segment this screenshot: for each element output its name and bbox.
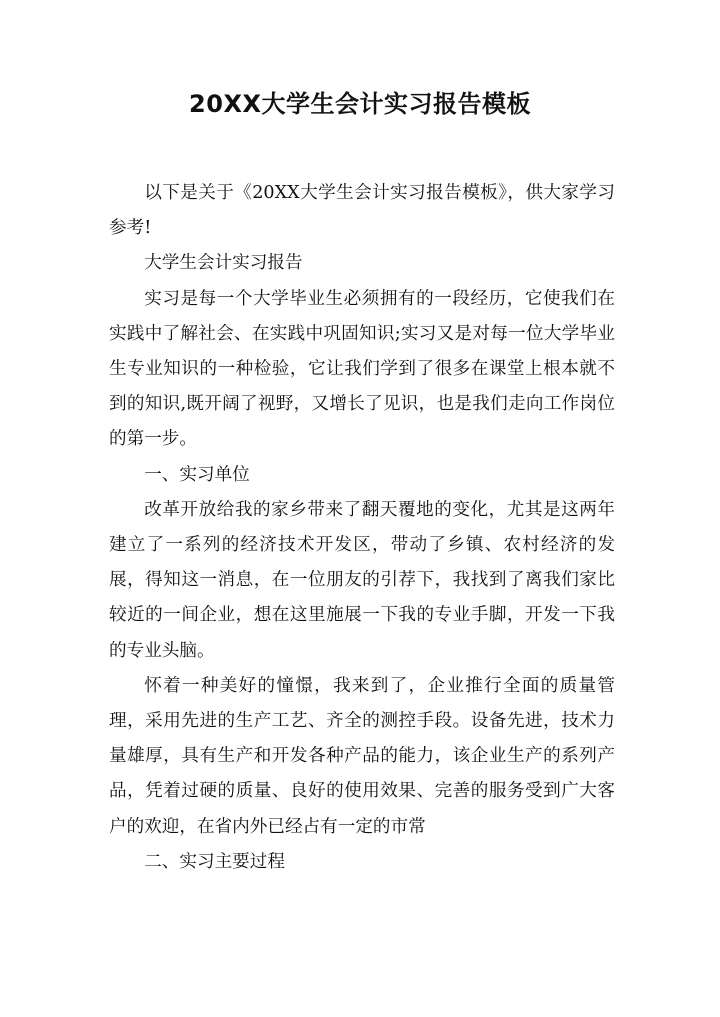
section-heading: 二、实习主要过程: [144, 851, 285, 872]
document-body: [109, 176, 615, 880]
page-title: 20XX大学生会计实习报告模板: [189, 90, 531, 118]
report-subtitle: 大学生会计实习报告: [144, 253, 303, 274]
section-heading: 一、实习单位: [144, 464, 250, 485]
body-paragraph: 怀着一种美好的憧憬，我来到了，企业推行全面的质量管理，采用先进的生产工艺、齐全的测控手段。设备先进，技术力量雄厚，具有生产和开发各种产品的能力，该企业生产的系列产品，凭着过硬的质量、良好的使用效果、完善的服务受到广大客户的欢迎，在省内外已经占有一定的市常: [109, 675, 615, 837]
body-paragraph: 实习是每一个大学毕业生必须拥有的一段经历，它使我们在实践中了解社会、在实践中巩固知识;实习又是对每一位大学毕业生专业知识的一种检验，它让我们学到了很多在课堂上根本就不到的知识,既开阔了视野，又增长了见识，也是我们走向工作岗位的第一步。: [109, 288, 615, 450]
intro-paragraph: 以下是关于《20XX大学生会计实习报告模板》，供大家学习参考!: [109, 183, 615, 239]
body-paragraph: 改革开放给我的家乡带来了翻天覆地的变化，尤其是这两年建立了一系列的经济技术开发区，带动了乡镇、农村经济的发展，得知这一消息，在一位朋友的引荐下，我找到了离我们家比较近的一间企业，想在这里施展一下我的专业手脚，开发一下我的专业头脑。: [109, 499, 615, 661]
